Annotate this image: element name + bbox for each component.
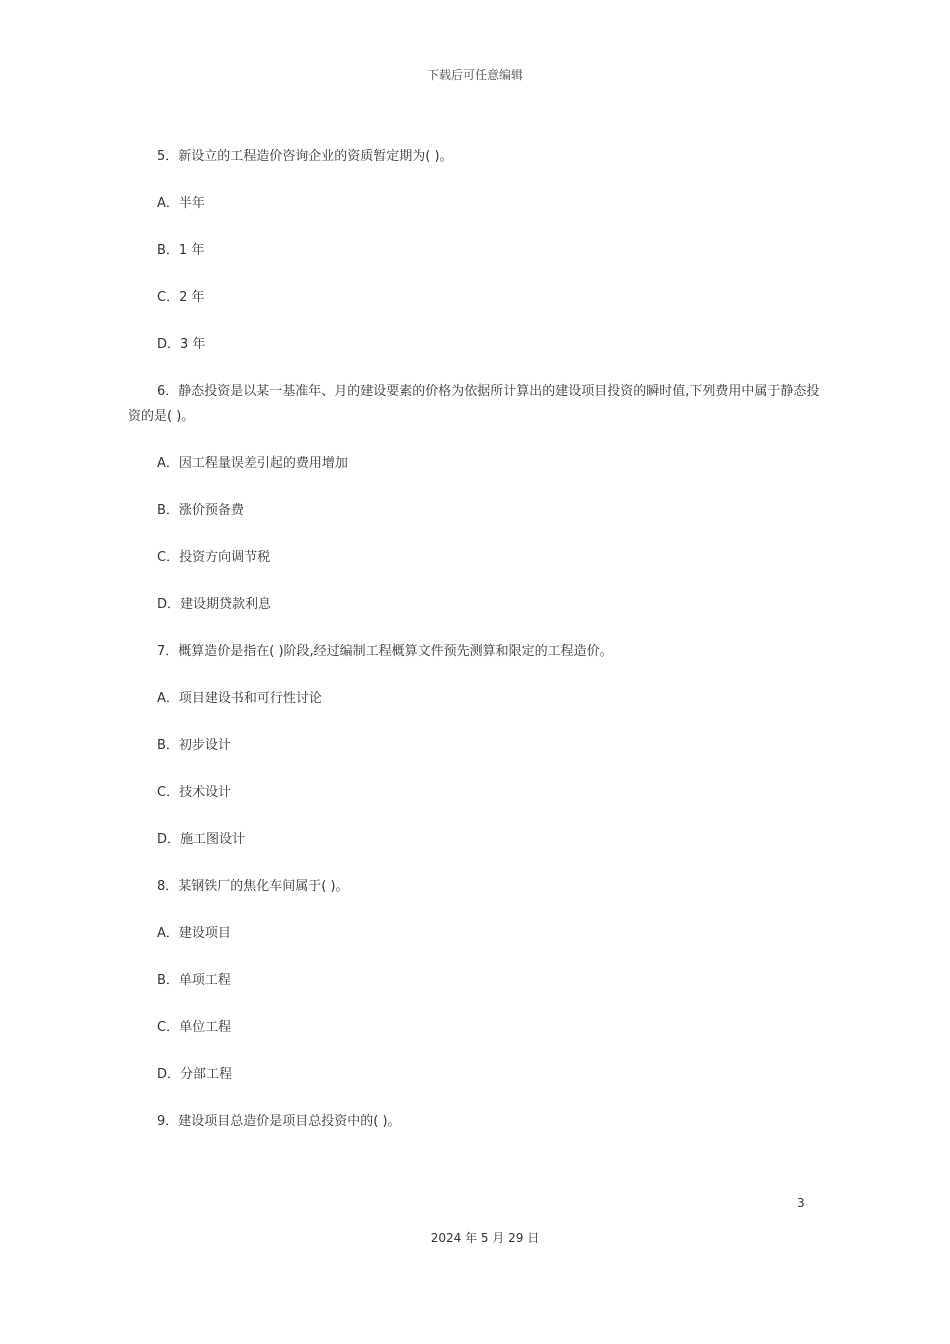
question-9 (128, 1109, 823, 1134)
option-c: C．单位工程 (157, 1020, 232, 1035)
option-b: B．单项工程 (157, 973, 231, 988)
option-d: D．施工图设计 (157, 832, 246, 847)
question-stem: 8．某钢铁厂的焦化车间属于( )。 (157, 879, 349, 894)
question-stem: 5．新设立的工程造价咨询企业的资质暂定期为( )。 (157, 149, 453, 164)
page-footer-date: 2024 年 5 月 29 日 (430, 1231, 540, 1245)
page-header: 下载后可任意编辑 (426, 68, 523, 82)
question-stem: 6．静态投资是以某一基准年、月的建设要素的价格为依据所计算出的建设项目投资的瞬时值,下列费用中属于静态投资的是( )。 (128, 384, 820, 424)
question-6 (128, 379, 823, 617)
option-d: D．分部工程 (157, 1067, 233, 1082)
question-5 (128, 144, 823, 357)
option-d: D．3 年 (157, 337, 206, 352)
question-7 (128, 639, 823, 852)
option-c: C．技术设计 (157, 785, 232, 800)
option-d: D．建设期贷款利息 (157, 597, 272, 612)
question-stem: 9．建设项目总造价是项目总投资中的( )。 (157, 1114, 401, 1129)
option-c: C．投资方向调节税 (157, 550, 271, 565)
question-8 (128, 874, 823, 1087)
option-a: A．项目建设书和可行性讨论 (157, 691, 322, 706)
option-a: A．半年 (157, 196, 205, 211)
option-b: B．1 年 (157, 243, 205, 258)
page-number: 3 (797, 1196, 805, 1210)
option-b: B．涨价预备费 (157, 503, 244, 518)
question-stem: 7．概算造价是指在( )阶段,经过编制工程概算文件预先测算和限定的工程造价。 (157, 644, 613, 659)
option-a: A．因工程量误差引起的费用增加 (157, 456, 348, 471)
option-a: A．建设项目 (157, 926, 231, 941)
option-c: C．2 年 (157, 290, 205, 305)
option-b: B．初步设计 (157, 738, 231, 753)
document-body (128, 144, 823, 1156)
